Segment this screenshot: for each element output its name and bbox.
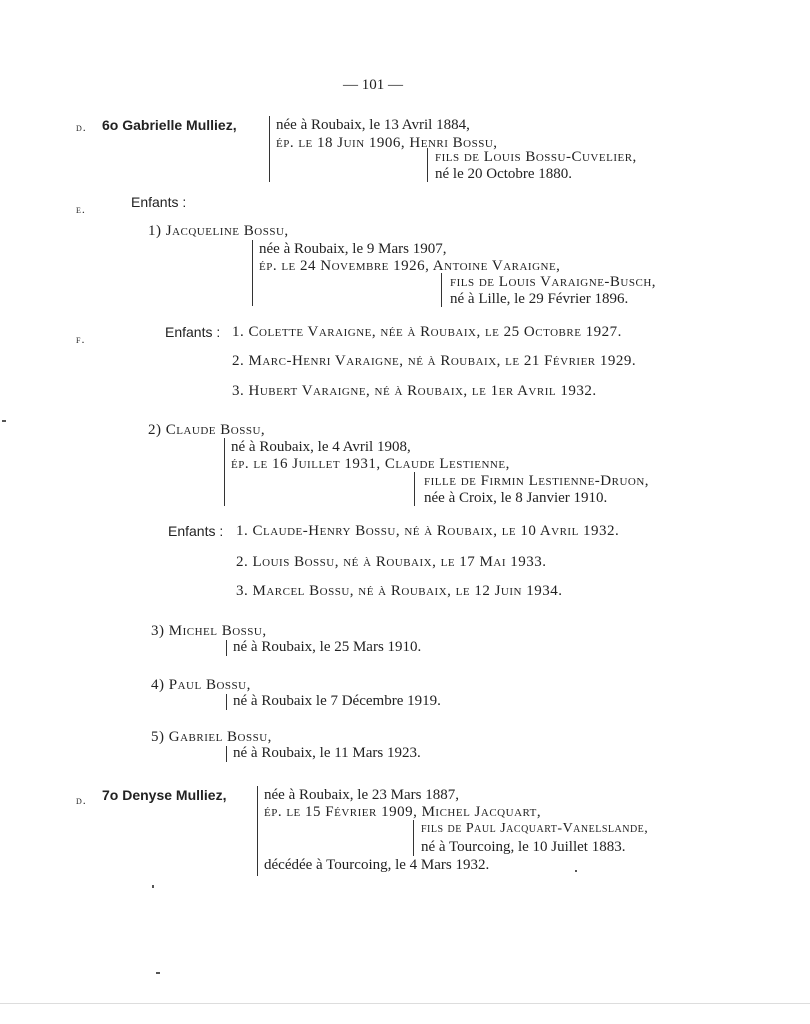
spouse-birth-line: née à Croix, le 8 Janvier 1910.: [424, 490, 608, 506]
grandchild-item: 3. Marcel Bossu, né à Roubaix, le 12 Juin 1934.: [236, 583, 563, 599]
birth-line: née à Roubaix, le 9 Mars 1907,: [259, 241, 447, 257]
scan-mark: [575, 870, 577, 872]
grandchild-item: 2. Marc-Henri Varaigne, né à Roubaix, le 21 Février 1929.: [232, 353, 637, 369]
bracket-line: [226, 694, 227, 710]
section-label-d: d.: [76, 793, 87, 807]
children-prefix: Enfants :: [165, 324, 221, 340]
bracket-line: [226, 746, 227, 762]
person-name: 6o Gabrielle Mulliez,: [102, 117, 237, 133]
child-heading: 2) Claude Bossu,: [148, 422, 266, 438]
birth-line: née à Roubaix, le 23 Mars 1887,: [264, 787, 459, 803]
marriage-line: ép. le 24 Novembre 1926, Antoine Varaigne,: [259, 258, 561, 274]
child-heading: 4) Paul Bossu,: [151, 677, 251, 693]
page-number: — 101 —: [343, 77, 403, 93]
children-prefix: Enfants :: [168, 523, 224, 539]
parent-line: fils de Paul Jacquart-Vanelslande,: [421, 821, 649, 836]
bracket-line: [224, 438, 225, 506]
bracket-line: [226, 640, 227, 656]
spouse-birth-line: né à Lille, le 29 Février 1896.: [450, 291, 629, 307]
bracket-line: [257, 786, 258, 876]
grandchild-item: 1. Claude-Henry Bossu, né à Roubaix, le 10 Avril 1932.: [236, 523, 620, 539]
children-heading: Enfants :: [131, 194, 187, 210]
child-heading: 3) Michel Bossu,: [151, 623, 267, 639]
child-heading: 1) Jacqueline Bossu,: [148, 223, 289, 239]
parent-line: fille de Firmin Lestienne-Druon,: [424, 473, 650, 489]
section-label-d: d.: [76, 120, 87, 134]
bracket-line: [252, 240, 253, 306]
birth-line: né à Roubaix, le 4 Avril 1908,: [231, 439, 411, 455]
scan-mark: [152, 885, 154, 888]
birth-line: née à Roubaix, le 13 Avril 1884,: [276, 117, 470, 133]
birth-line: né à Roubaix le 7 Décembre 1919.: [233, 693, 441, 709]
marriage-line: ép. le 18 Juin 1906, Henri Bossu,: [276, 135, 498, 151]
death-line: décédée à Tourcoing, le 4 Mars 1932.: [264, 857, 490, 873]
spouse-birth-line: né à Tourcoing, le 10 Juillet 1883.: [421, 839, 626, 855]
marriage-line: ép. le 15 Février 1909, Michel Jacquart,: [264, 804, 542, 820]
bracket-line: [414, 472, 415, 506]
parent-line: fils de Louis Bossu-Cuvelier,: [435, 149, 637, 165]
grandchild-item: 2. Louis Bossu, né à Roubaix, le 17 Mai 1933.: [236, 554, 547, 570]
birth-line: né à Roubaix, le 11 Mars 1923.: [233, 745, 421, 761]
page-edge: [0, 1003, 810, 1004]
grandchild-item: 1. Colette Varaigne, née à Roubaix, le 25 Octobre 1927.: [232, 324, 622, 340]
section-label-f: f.: [76, 332, 86, 346]
bracket-line: [427, 148, 428, 182]
scan-mark: [156, 972, 160, 974]
spouse-birth-line: né le 20 Octobre 1880.: [435, 166, 573, 182]
section-label-e: e.: [76, 202, 86, 216]
parent-line: fils de Louis Varaigne-Busch,: [450, 274, 657, 290]
scan-mark: [2, 420, 6, 422]
bracket-line: [441, 273, 442, 307]
child-heading: 5) Gabriel Bossu,: [151, 729, 272, 745]
bracket-line: [269, 116, 270, 182]
birth-line: né à Roubaix, le 25 Mars 1910.: [233, 639, 422, 655]
grandchild-item: 3. Hubert Varaigne, né à Roubaix, le 1er Avril 1932.: [232, 383, 597, 399]
person-name: 7o Denyse Mulliez,: [102, 787, 227, 803]
bracket-line: [413, 820, 414, 856]
marriage-line: ép. le 16 Juillet 1931, Claude Lestienne,: [231, 456, 510, 472]
